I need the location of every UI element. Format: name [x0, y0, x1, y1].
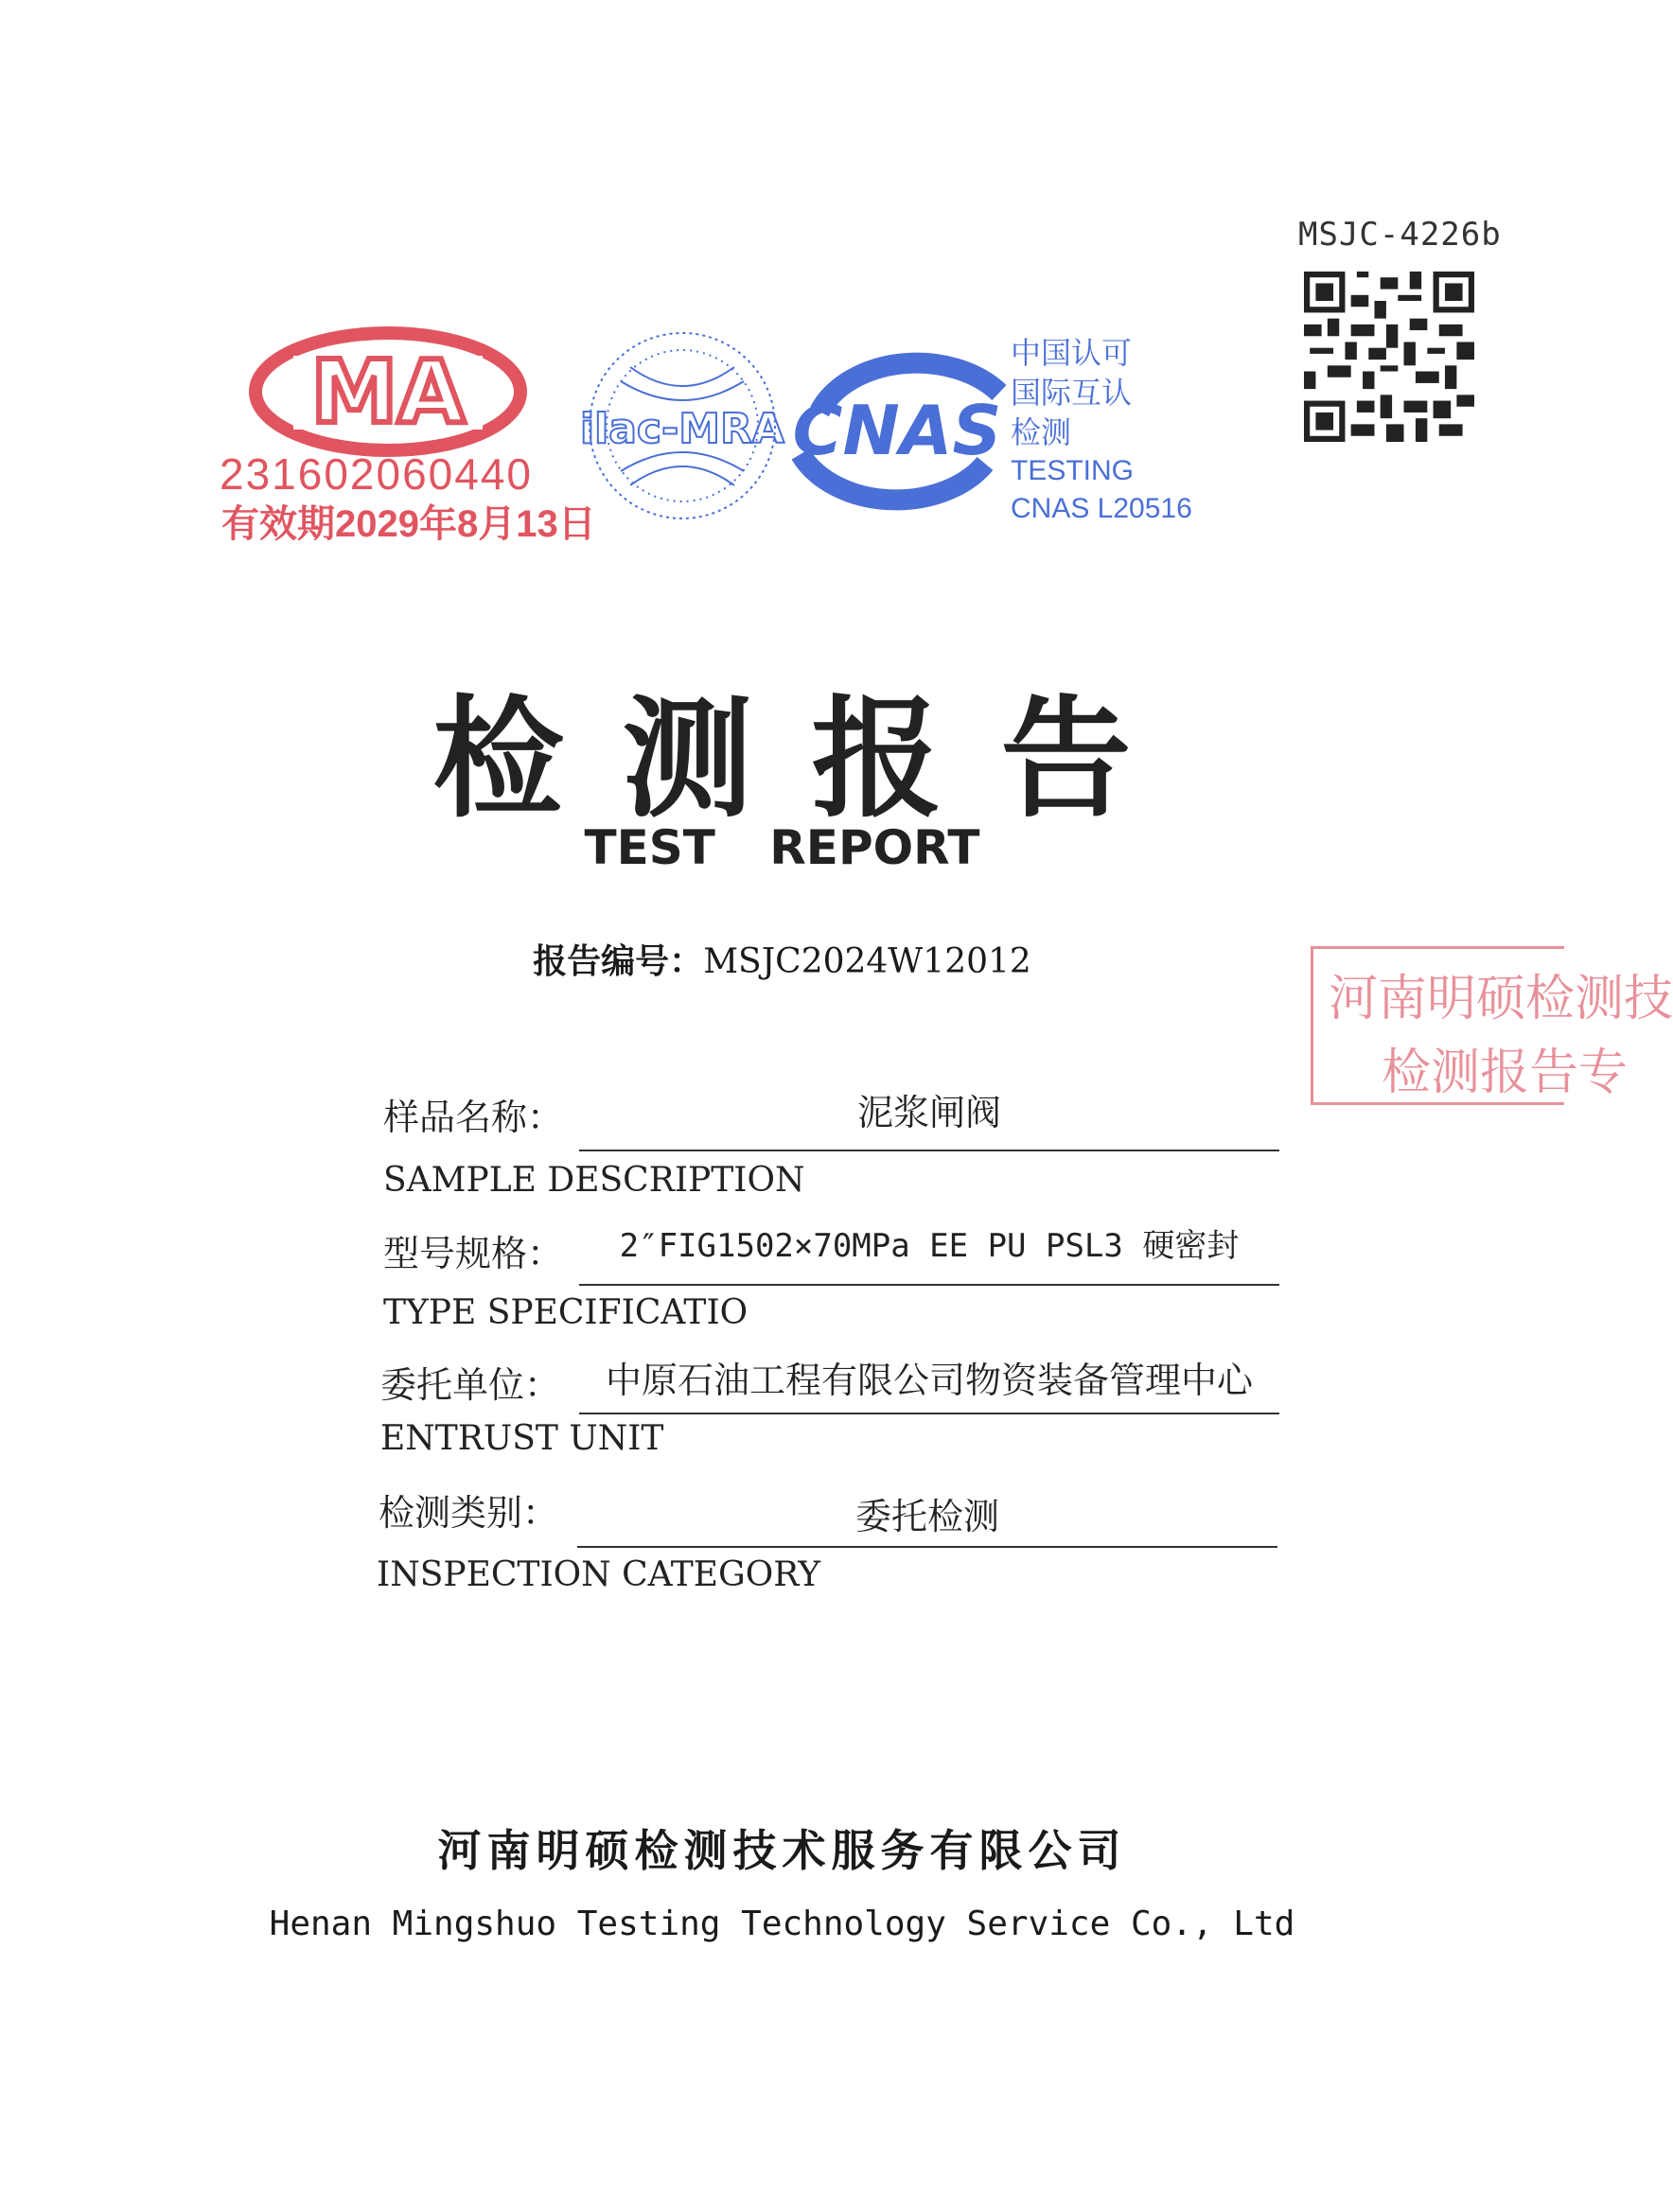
svg-text:ilac-MRA: ilac-MRA	[580, 405, 784, 453]
company-stamp	[1311, 946, 1673, 1105]
cnas-en-line: TESTING	[1011, 455, 1135, 486]
entrust-unit-en-label: ENTRUST UNIT	[380, 1419, 664, 1458]
inspection-category-en-label: INSPECTION CATEGORY	[377, 1555, 821, 1594]
stamp-line: 河南明硕检测技	[1329, 971, 1673, 1027]
sample-name-label: 样品名称：	[383, 1097, 564, 1138]
cnas-accreditation-text	[1011, 333, 1192, 528]
cma-number: 231602060440	[220, 449, 533, 499]
title-chinese: 检测报告	[432, 681, 1190, 835]
cnas-logo-icon	[782, 345, 1013, 511]
entrust-unit-label: 委托单位：	[380, 1364, 561, 1406]
cnas-cn-line: 检测	[1011, 415, 1072, 449]
document-code: MSJC-4226b	[1298, 216, 1502, 254]
svg-text:CNAS: CNAS	[792, 391, 1002, 470]
underline	[579, 1413, 1279, 1414]
sample-name-value: 泥浆闸阀	[856, 1092, 1001, 1133]
title-english: TEST REPORT	[584, 820, 980, 875]
company-name-chinese: 河南明硕检测技术服务有限公司	[437, 1825, 1127, 1876]
type-specification-label: TYPE SPECIFICATIO	[383, 1293, 748, 1332]
report-number-label: 报告编号：	[533, 941, 704, 981]
inspection-category-label: 检测类别：	[379, 1492, 559, 1534]
inspection-category-value: 委托检测	[854, 1496, 999, 1537]
stamp-line: 检测报告专	[1382, 1045, 1629, 1101]
underline	[579, 1284, 1279, 1286]
company-name-english: Henan Mingshuo Testing Technology Service Co., Ltd	[269, 1905, 1295, 1943]
entrust-unit-value: 中原石油工程有限公司物资装备管理中心	[605, 1360, 1253, 1401]
sample-description-label: SAMPLE DESCRIPTION	[383, 1161, 805, 1200]
svg-text:MA: MA	[310, 342, 466, 443]
cnas-cn-line: 中国认可	[1011, 336, 1133, 370]
underline	[579, 1150, 1279, 1151]
cma-validity: 有效期2029年8月13日	[221, 503, 596, 545]
underline	[577, 1546, 1277, 1548]
report-number-value: MSJC2024W12012	[703, 942, 1031, 981]
ilac-mra-logo-icon	[580, 325, 784, 528]
cnas-cn-line: 国际互认	[1011, 376, 1133, 410]
type-spec-label: 型号规格：	[383, 1233, 564, 1274]
type-spec-value: 2″FIG1502×70MPa EE PU PSL3 硬密封	[619, 1227, 1240, 1265]
cnas-number: CNAS L20516	[1011, 493, 1192, 524]
qr-code-icon	[1304, 272, 1474, 442]
